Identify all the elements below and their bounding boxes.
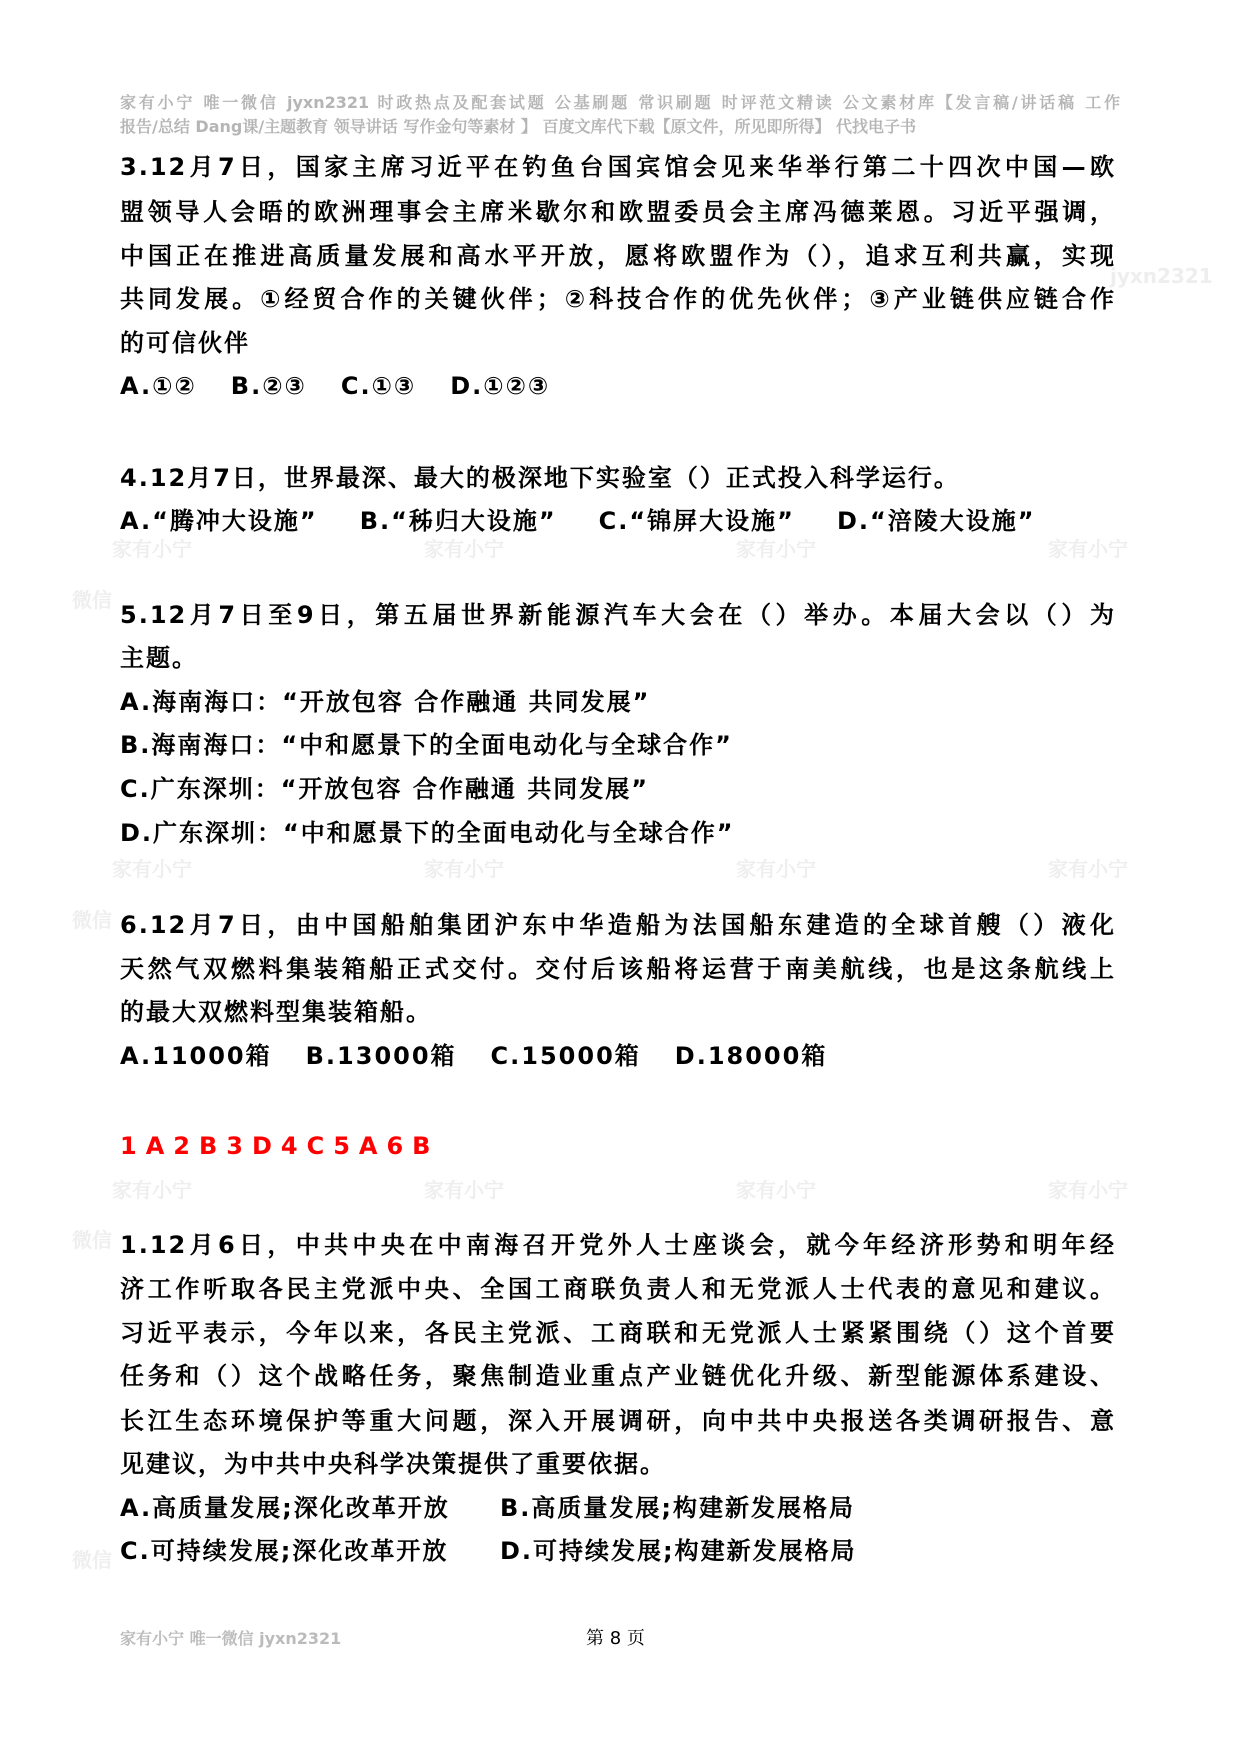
option: C.可持续发展;深化改革开放 bbox=[120, 1537, 449, 1565]
question-3-text: 的可信伙伴 bbox=[120, 329, 250, 357]
question-5-text: 5.12月7日至9日，第五届世界新能源汽车大会在（）举办。本届大会以（）为 bbox=[120, 601, 1116, 629]
watermark: 家有小宁 bbox=[424, 857, 504, 881]
question-1-text: 1.12月6日，中共中央在中南海召开党外人士座谈会，就今年经济形势和明年经 bbox=[120, 1231, 1116, 1259]
watermark: 家有小宁 bbox=[736, 537, 816, 561]
question-3-text: 盟领导人会晤的欧洲理事会主席米歇尔和欧盟委员会主席冯德莱恩。习近平强调， bbox=[120, 198, 1116, 226]
option: C.广东深圳：“开放包容 合作融通 共同发展” bbox=[120, 775, 649, 803]
question-4-options bbox=[120, 505, 1116, 537]
question-3-text: 3.12月7日，国家主席习近平在钓鱼台国宾馆会见来华举行第二十四次中国—欧 bbox=[120, 153, 1116, 181]
question-1-text: 长江生态环境保护等重大问题，深入开展调研，向中共中央报送各类调研报告、意 bbox=[120, 1407, 1116, 1435]
option: C.15000箱 bbox=[490, 1042, 641, 1070]
option: C.①③ bbox=[340, 372, 417, 400]
question-3-options bbox=[120, 370, 1116, 402]
watermark: 家有小宁 bbox=[736, 857, 816, 881]
option: B.13000箱 bbox=[305, 1042, 457, 1070]
question-1-text: 任务和（）这个战略任务，聚焦制造业重点产业链优化升级、新型能源体系建设、 bbox=[120, 1362, 1116, 1390]
option: B.②③ bbox=[230, 372, 307, 400]
question-6-text: 6.12月7日，由中国船舶集团沪东中华造船为法国船东建造的全球首艘（）液化 bbox=[120, 911, 1116, 939]
watermark: 家有小宁 bbox=[1048, 857, 1128, 881]
watermark: 家有小宁 bbox=[112, 537, 192, 561]
option: A.海南海口：“开放包容 合作融通 共同发展” bbox=[120, 688, 651, 716]
footer-watermark: 家有小宁 唯一微信 jyxn2321 bbox=[120, 1629, 342, 1648]
option: A.“腾冲大设施” bbox=[120, 507, 318, 535]
option: B.高质量发展;构建新发展格局 bbox=[500, 1494, 856, 1522]
option: C.“锦屏大设施” bbox=[598, 507, 795, 535]
watermark: 家有小宁 bbox=[112, 1178, 192, 1202]
option: A.①② bbox=[120, 372, 197, 400]
question-5-text: 主题。 bbox=[120, 644, 198, 672]
option: A.高质量发展;深化改革开放 bbox=[120, 1494, 450, 1522]
watermark: 微信 bbox=[72, 908, 112, 932]
option: B.海南海口：“中和愿景下的全面电动化与全球合作” bbox=[120, 731, 733, 759]
question-1-options bbox=[120, 1492, 1116, 1524]
watermark: 家有小宁 bbox=[1048, 1178, 1128, 1202]
question-3-text: 中国正在推进高质量发展和高水平开放，愿将欧盟作为（），追求互利共赢，实现 bbox=[120, 242, 1116, 270]
header-line: 报告/总结 Dang课/主题教育 领导讲话 写作金句等素材 】 百度文库代下载【原文件，所见即所得】 代找电子书 bbox=[120, 117, 917, 136]
watermark: 家有小宁 bbox=[1048, 537, 1128, 561]
watermark: 家有小宁 bbox=[424, 1178, 504, 1202]
option: D.①②③ bbox=[450, 372, 551, 400]
question-1-text: 见建议，为中共中央科学决策提供了重要依据。 bbox=[120, 1450, 666, 1478]
question-4-text: 4.12月7日，世界最深、最大的极深地下实验室（）正式投入科学运行。 bbox=[120, 464, 960, 492]
option: D.18000箱 bbox=[674, 1042, 828, 1070]
question-6-text: 的最大双燃料型集装箱船。 bbox=[120, 998, 432, 1026]
question-3-text: 共同发展。①经贸合作的关键伙伴；②科技合作的优先伙伴；③产业链供应链合作 bbox=[120, 285, 1116, 313]
option: B.“秭归大设施” bbox=[359, 507, 557, 535]
watermark: 微信 bbox=[72, 1228, 112, 1252]
watermark: 微信 bbox=[72, 588, 112, 612]
option: A.11000箱 bbox=[120, 1042, 272, 1070]
header-line: 家有小宁 唯一微信 jyxn2321 时政热点及配套试题 公基刷题 常识刷题 时评范文精读 公文素材库【发言稿/讲话稿 工作 bbox=[120, 93, 1120, 112]
watermark: 家有小宁 bbox=[736, 1178, 816, 1202]
question-1-text: 习近平表示，今年以来，各民主党派、工商联和无党派人士紧紧围绕（）这个首要 bbox=[120, 1319, 1116, 1347]
watermark: 微信 bbox=[72, 1548, 112, 1572]
page-number: 第 8 页 bbox=[586, 1628, 645, 1649]
question-1-options bbox=[120, 1535, 1116, 1567]
option: D.广东深圳：“中和愿景下的全面电动化与全球合作” bbox=[120, 819, 735, 847]
option: D.可持续发展;构建新发展格局 bbox=[500, 1537, 857, 1565]
watermark: jyxn2321 bbox=[1110, 264, 1213, 288]
question-6-options bbox=[120, 1040, 1116, 1072]
answer-key: 1A2B3D4C5A6B bbox=[120, 1132, 440, 1160]
watermark: 家有小宁 bbox=[112, 857, 192, 881]
watermark: 家有小宁 bbox=[424, 537, 504, 561]
question-6-text: 天然气双燃料集装箱船正式交付。交付后该船将运营于南美航线，也是这条航线上 bbox=[120, 955, 1116, 983]
question-1-text: 济工作听取各民主党派中央、全国工商联负责人和无党派人士代表的意见和建议。 bbox=[120, 1275, 1116, 1303]
option: D.“涪陵大设施” bbox=[836, 507, 1036, 535]
